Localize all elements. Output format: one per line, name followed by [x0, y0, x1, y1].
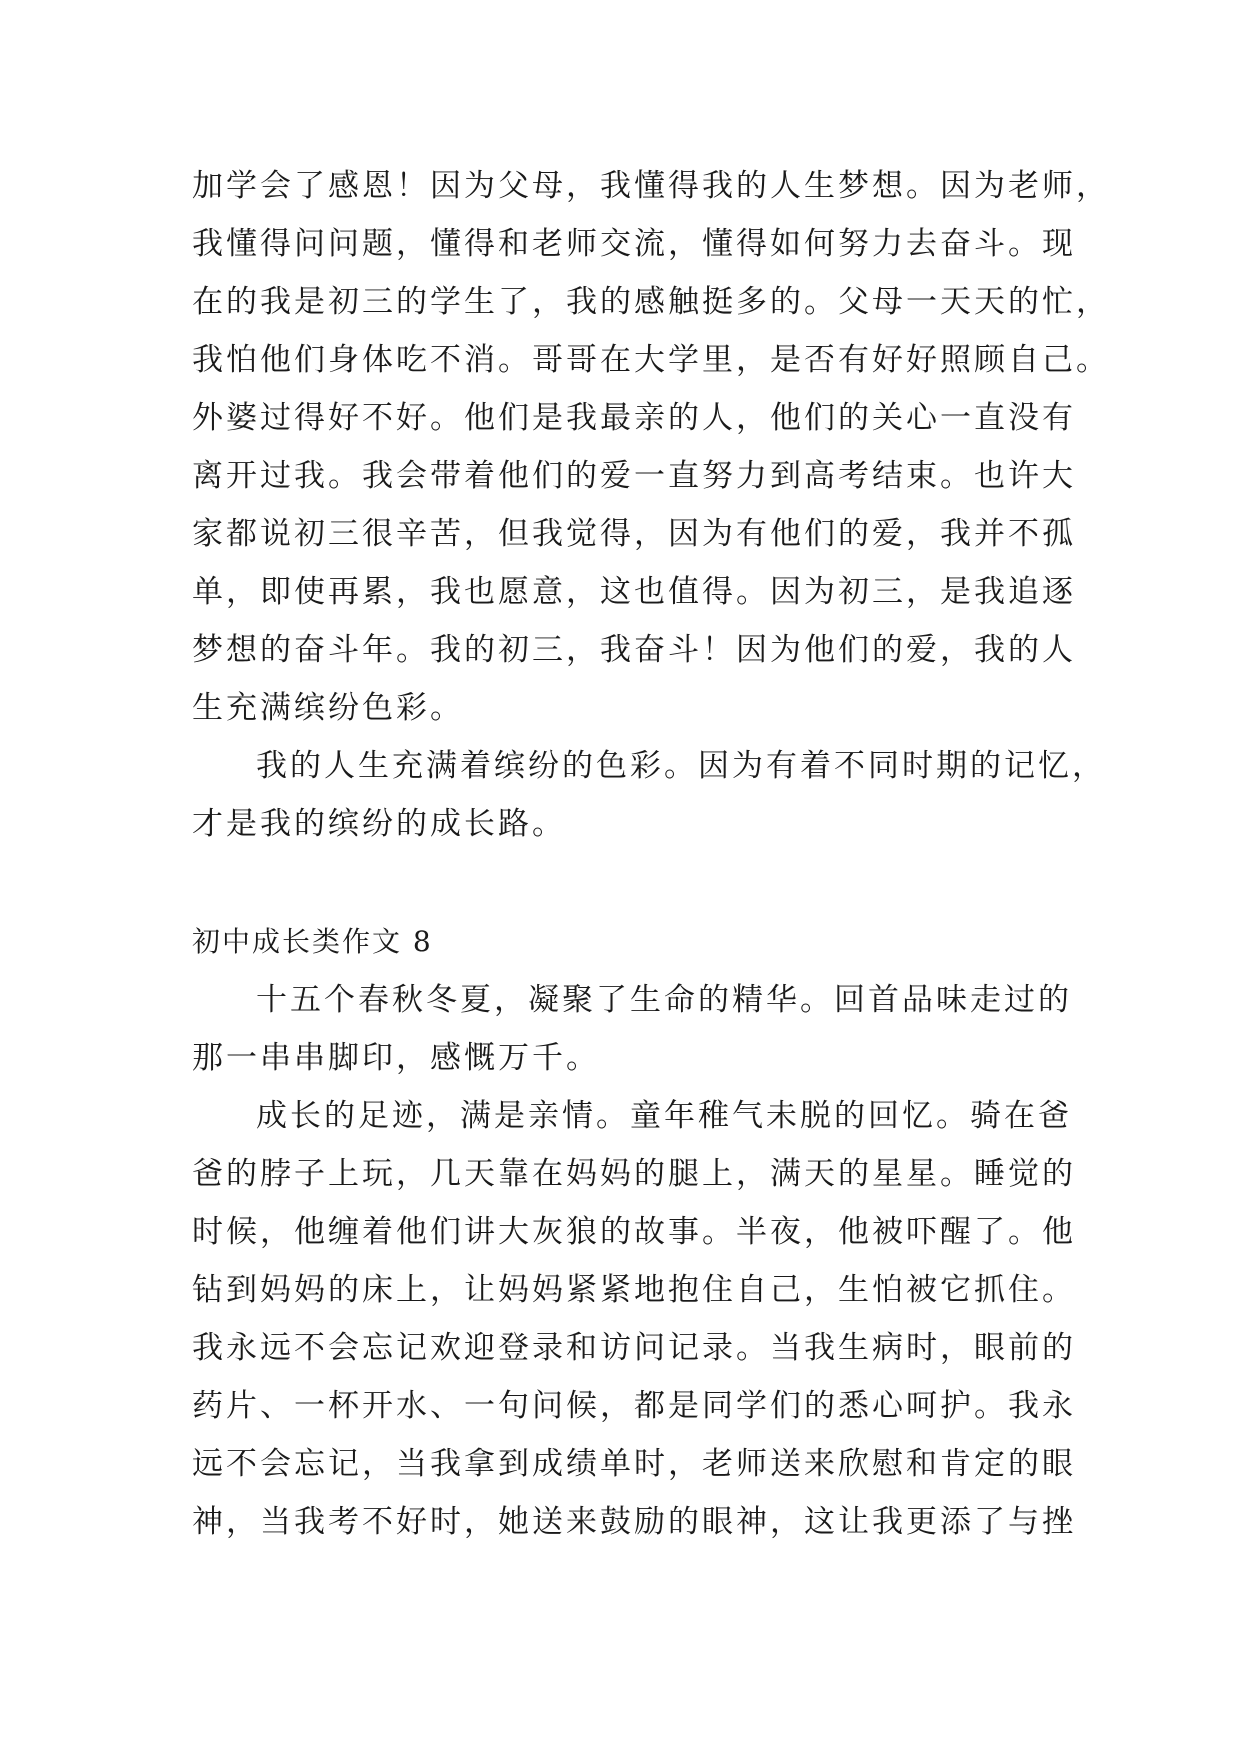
paragraph-line: 十五个春秋冬夏，凝聚了生命的精华。回首品味走过的: [256, 982, 1072, 1018]
paragraph-line: 家都说初三很辛苦，但我觉得，因为有他们的爱，我并不孤: [192, 516, 1076, 552]
paragraph-line: 我懂得问问题，懂得和老师交流，懂得如何努力去奋斗。现: [192, 226, 1076, 262]
paragraph-line: 我怕他们身体吃不消。哥哥在大学里，是否有好好照顾自己。: [192, 342, 1110, 378]
paragraph-line: 时候，他缠着他们讲大灰狼的故事。半夜，他被吓醒了。他: [192, 1214, 1076, 1250]
paragraph-line: 梦想的奋斗年。我的初三，我奋斗！因为他们的爱，我的人: [192, 632, 1076, 668]
paragraph-line: 成长的足迹，满是亲情。童年稚气未脱的回忆。骑在爸: [256, 1098, 1072, 1134]
paragraph-line: 药片、一杯开水、一句问候，都是同学们的悉心呵护。我永: [192, 1388, 1076, 1424]
paragraph-line: 远不会忘记，当我拿到成绩单时，老师送来欣慰和肯定的眼: [192, 1446, 1076, 1482]
paragraph-line: 离开过我。我会带着他们的爱一直努力到高考结束。也许大: [192, 458, 1076, 494]
paragraph-line: 我永远不会忘记欢迎登录和访问记录。当我生病时，眼前的: [192, 1330, 1076, 1366]
paragraph-line: 外婆过得好不好。他们是我最亲的人，他们的关心一直没有: [192, 400, 1076, 436]
paragraph-line: 在的我是初三的学生了，我的感触挺多的。父母一天天的忙，: [192, 284, 1110, 320]
paragraph-line: 加学会了感恩！因为父母，我懂得我的人生梦想。因为老师，: [192, 168, 1110, 204]
paragraph-line: 生充满缤纷色彩。: [192, 690, 464, 726]
paragraph-line: 神，当我考不好时，她送来鼓励的眼神，这让我更添了与挫: [192, 1504, 1076, 1540]
paragraph-line: 我的人生充满着缤纷的色彩。因为有着不同时期的记忆，: [256, 748, 1106, 784]
paragraph-line: 才是我的缤纷的成长路。: [192, 806, 566, 842]
paragraph-line: 那一串串脚印，感慨万千。: [192, 1040, 600, 1076]
paragraph-line: 单，即使再累，我也愿意，这也值得。因为初三，是我追逐: [192, 574, 1076, 610]
paragraph-line: 爸的脖子上玩，几天靠在妈妈的腿上，满天的星星。睡觉的: [192, 1156, 1076, 1192]
section-heading: 初中成长类作文 8: [192, 925, 433, 958]
paragraph-line: 钻到妈妈的床上，让妈妈紧紧地抱住自己，生怕被它抓住。: [192, 1272, 1076, 1308]
